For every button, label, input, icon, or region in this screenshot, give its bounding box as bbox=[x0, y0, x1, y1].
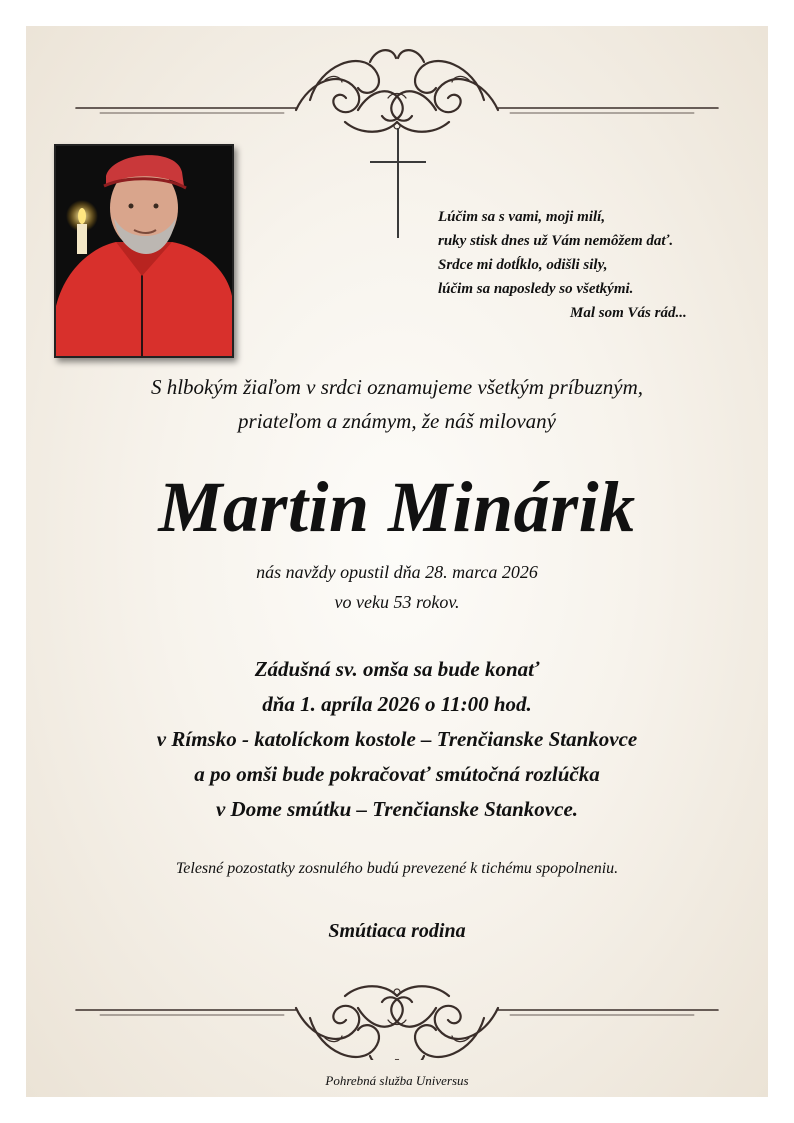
funeral-line: v Dome smútku – Trenčianske Stankovce. bbox=[215, 797, 579, 821]
intro-line: S hlbokým žiaľom v srdci oznamujeme všetkým príbuzným, bbox=[150, 375, 644, 399]
poem bbox=[438, 205, 738, 325]
family-signature: Smútiaca rodina bbox=[328, 920, 466, 942]
death-info bbox=[26, 557, 768, 617]
poem-line: ruky stisk dnes už Vám nemôžem dať. bbox=[438, 233, 674, 249]
poem-line: Srdce mi dotĺklo, odišli sily, bbox=[438, 257, 608, 273]
intro-line: priateľom a známym, že náš milovaný bbox=[238, 409, 556, 433]
top-ornament bbox=[70, 40, 724, 140]
funeral-info bbox=[26, 652, 768, 827]
cross-icon bbox=[370, 128, 426, 238]
funeral-line: a po omši bude pokračovať smútočná rozlúčka bbox=[194, 762, 600, 786]
poem-line: Lúčim sa s vami, moji milí, bbox=[438, 209, 606, 225]
death-age: vo veku 53 rokov. bbox=[334, 592, 460, 612]
bottom-ornament bbox=[70, 960, 724, 1060]
deceased-name: Martin Minárik bbox=[158, 467, 636, 547]
funeral-line: Zádušná sv. omša sa bude konať bbox=[254, 657, 540, 681]
death-date: nás navždy opustil dňa 28. marca 2026 bbox=[256, 562, 538, 582]
funeral-line: dňa 1. apríla 2026 o 11:00 hod. bbox=[262, 692, 532, 716]
funeral-service-credit: Pohrebná služba Universus bbox=[325, 1073, 469, 1088]
portrait-photo bbox=[54, 144, 234, 358]
poem-signature: Mal som Vás rád... bbox=[570, 305, 687, 321]
poem-line: lúčim sa naposledy so všetkými. bbox=[438, 281, 634, 297]
announcement-intro bbox=[26, 370, 768, 438]
funeral-line: v Rímsko - katolíckom kostole – Trenčianske Stankovce bbox=[156, 727, 638, 751]
remains-note: Telesné pozostatky zosnulého budú prevezené k tichému spopolneniu. bbox=[175, 860, 619, 877]
